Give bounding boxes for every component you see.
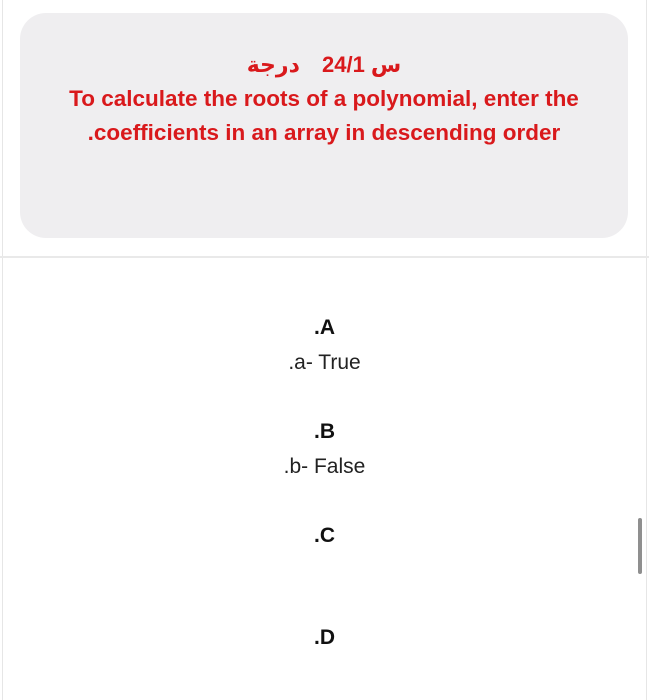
option-a[interactable]	[0, 315, 649, 376]
question-text	[20, 82, 628, 150]
option-b-letter: .B	[314, 420, 335, 443]
option-b[interactable]	[0, 419, 649, 480]
scrollbar[interactable]	[638, 518, 642, 574]
question-text-line-1: To calculate the roots of a polynomial, enter the	[69, 86, 579, 111]
question-text-line-2: .coefficients in an array in descending order	[87, 120, 561, 145]
question-header	[20, 52, 628, 78]
question-number: س 24/	[321, 52, 402, 77]
option-a-letter: .A	[314, 316, 335, 339]
option-b-text: .b- False	[283, 455, 366, 478]
question-card	[20, 13, 628, 238]
section-divider	[0, 256, 649, 258]
option-c[interactable]	[0, 523, 649, 549]
option-a-text: .a- True	[288, 351, 361, 374]
option-c-letter: .C	[314, 524, 335, 547]
question-points: 1 درجة	[246, 52, 365, 77]
option-d[interactable]	[0, 625, 649, 651]
option-d-letter: .D	[314, 626, 335, 649]
